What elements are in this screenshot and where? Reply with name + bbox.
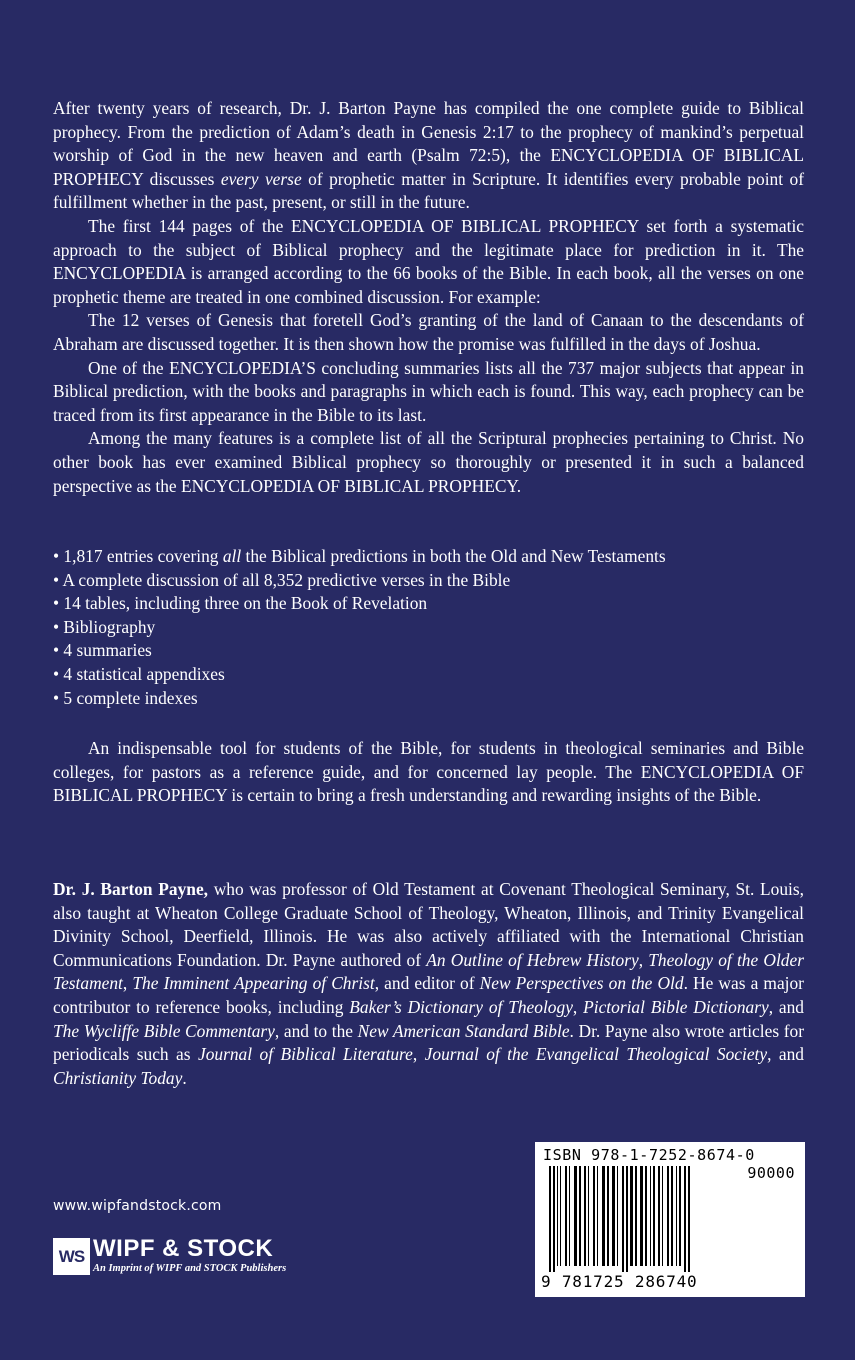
isbn-label: ISBN 978-1-7252-8674-0	[543, 1146, 755, 1164]
emphasis: every verse	[220, 168, 302, 189]
barcode-bar	[684, 1166, 686, 1274]
closing-paragraph: An indispensable tool for students of the Bible, for students in theological seminaries and Bible colleges, for pastors as a reference guide, and for concerned lay people. The ENCYCLOPEDIA OF BIBLICAL PROPHECY is certain to bring a fresh understanding and rewarding insights of the Bible.	[53, 738, 804, 806]
barcode-bar	[645, 1166, 647, 1266]
barcode-bar	[560, 1166, 561, 1266]
feature-item: • 5 complete indexes	[53, 687, 198, 708]
barcode-bar	[626, 1166, 628, 1274]
barcode-bar	[549, 1166, 551, 1274]
barcode-bar	[676, 1166, 677, 1266]
publisher-logo-block	[53, 1236, 353, 1282]
description-blurb	[53, 97, 804, 498]
barcode-bar	[569, 1166, 570, 1266]
barcode-bar	[662, 1166, 663, 1266]
publisher-name: WIPF & STOCK	[93, 1235, 274, 1262]
barcode-bar	[653, 1166, 655, 1266]
price-code: 90000	[747, 1164, 795, 1182]
barcode-bar	[630, 1166, 633, 1266]
barcode-bar	[612, 1166, 615, 1266]
barcode-bars	[541, 1166, 799, 1276]
barcode-bar	[679, 1166, 681, 1266]
author-bio: Dr. J. Barton Payne, who was professor of Old Testament at Covenant Theological Seminary, St. Louis, also taught at Wheaton College Graduate School of Theology, Wheaton, Illinois, and Trinity Evangelical Divinity School, Deerfield, Illinois. He was also actively affiliated with the International Christian Communications Foundation. Dr. Payne authored of An Outline of Hebrew History, Theology of the Older Testament, The Imminent Appearing of Christ, and editor of New Perspectives on the Old. He was a major contributor to reference books, including Baker’s Dictionary of Theology, Pictorial Bible Dictionary, and The Wycliffe Bible Commentary, and to the New American Standard Bible. Dr. Payne also wrote articles for periodicals such as Journal of Biblical Literature, Journal of the Evangelical Theological Society, and Christianity Today.	[53, 879, 805, 1088]
publisher-logo-icon: WS	[53, 1238, 90, 1275]
barcode-bar	[671, 1166, 673, 1266]
blurb-paragraph-1: After twenty years of research, Dr. J. Barton Payne has compiled the one complete guide to Biblical prophecy. From the prediction of Adam’s death in Genesis 2:17 to the prophecy of mankind’s perpetual worship of God in the new heaven and earth (Psalm 72:5), the ENCYCLOPEDIA OF BIBLICAL PROPHECY discusses every verse of prophetic matter in Scripture. It identifies every probable point of fulfillment whether in the past, present, or still in the future.	[53, 98, 805, 213]
barcode-bar	[584, 1166, 586, 1266]
barcode-bar	[640, 1166, 643, 1266]
feature-item: • 4 summaries	[53, 640, 152, 661]
publisher-tagline: An Imprint of WIPF and STOCK Publishers	[93, 1263, 287, 1274]
ean-digits: 9 781725 286740	[541, 1272, 698, 1291]
feature-item: • 1,817 entries covering all the Biblical predictions in both the Old and New Testaments	[53, 546, 666, 566]
barcode-bar	[607, 1166, 609, 1266]
barcode-bar	[593, 1166, 595, 1266]
barcode-bar	[658, 1166, 660, 1266]
isbn-barcode	[535, 1142, 805, 1297]
barcode-bar	[553, 1166, 555, 1274]
feature-item: • Bibliography	[53, 616, 156, 637]
barcode-bar	[622, 1166, 624, 1274]
author-name: Dr. J. Barton Payne,	[53, 879, 209, 899]
barcode-bar	[635, 1166, 637, 1266]
blurb-paragraph-3: The 12 verses of Genesis that foretell God’s granting of the land of Canaan to the descendants of Abraham are discussed together. It is then shown how the promise was fulfilled in the days of Joshua.	[53, 310, 804, 354]
barcode-bar	[688, 1166, 690, 1274]
barcode-bar	[602, 1166, 605, 1266]
barcode-bar	[650, 1166, 651, 1266]
feature-list	[53, 545, 804, 710]
feature-item: • 14 tables, including three on the Book of Revelation	[53, 593, 428, 614]
feature-item: • 4 statistical appendixes	[53, 663, 225, 684]
barcode-bar	[579, 1166, 581, 1266]
blurb-paragraph-2: The first 144 pages of the ENCYCLOPEDIA OF BIBLICAL PROPHECY set forth a systematic approach to the subject of Biblical prophecy and the legitimate place for prediction in it. The ENCYCLOPEDIA is arranged according to the 66 books of the Bible. In each book, all the verses on one prophetic theme are treated in one combined discussion. For example:	[53, 215, 804, 307]
blurb-paragraph-5: Among the many features is a complete list of all the Scriptural prophecies pertaining to Christ. No other book has ever examined Biblical prophecy so thoroughly or presented it in such a balanced perspective as the ENCYCLOPEDIA OF BIBLICAL PROPHECY.	[53, 428, 804, 496]
feature-item: • A complete discussion of all 8,352 predictive verses in the Bible	[53, 569, 511, 590]
barcode-bar	[617, 1166, 618, 1266]
barcode-bar	[574, 1166, 577, 1266]
publisher-website: www.wipfandstock.com	[53, 1198, 222, 1214]
barcode-bar	[588, 1166, 589, 1266]
barcode-bar	[597, 1166, 598, 1266]
blurb-paragraph-4: One of the ENCYCLOPEDIA’S concluding summaries lists all the 737 major subjects that appear in Biblical prediction, with the books and paragraphs in which each is found. This way, each prophecy can be traced from its first appearance in the Bible to its last.	[53, 357, 804, 425]
barcode-bar	[667, 1166, 669, 1266]
barcode-bar	[565, 1166, 567, 1266]
barcode-bar	[557, 1166, 558, 1266]
